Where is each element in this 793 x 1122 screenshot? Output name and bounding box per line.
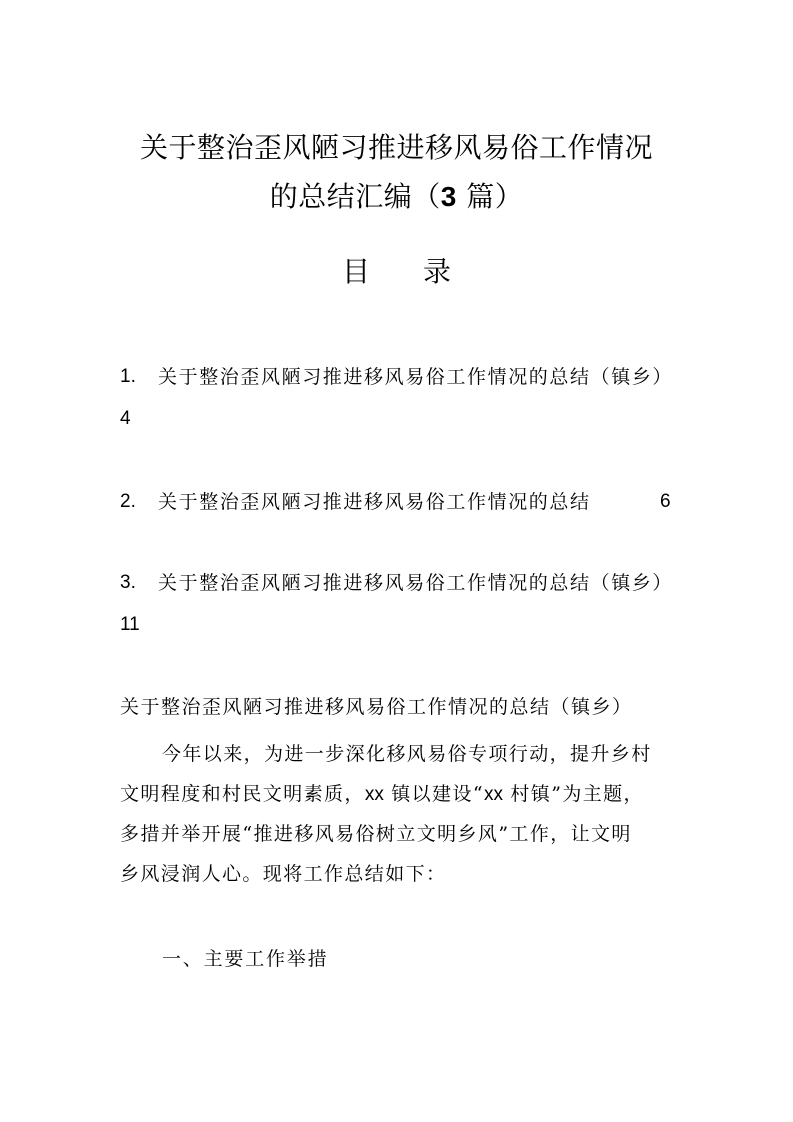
document-title-line-1: 关于整治歪风陋习推进移风易俗工作情况 <box>139 131 653 164</box>
title-prefix: 的总结汇编（ <box>269 180 441 213</box>
toc-item-text: 关于整治歪风陋习推进移风易俗工作情况的总结（镇乡） <box>158 366 674 388</box>
subheading: 一、主要工作举措 <box>162 948 329 970</box>
paragraph-text: xx <box>364 784 384 805</box>
toc-item-number: 1. <box>120 366 136 387</box>
paragraph-line: 多措并举开展“推进移风易俗树立文明乡风”工作，让文明 <box>120 823 632 845</box>
toc-item[interactable] <box>120 568 680 640</box>
toc-line <box>120 568 680 598</box>
paragraph-text: 村镇”为主题， <box>502 783 644 805</box>
toc-item-page: 11 <box>120 614 140 635</box>
toc-item-number: 3. <box>120 572 136 593</box>
paragraph-line <box>120 774 680 814</box>
document-title-line-2 <box>0 175 793 215</box>
toc-item-text: 关于整治歪风陋习推进移风易俗工作情况的总结（镇乡） <box>158 572 674 594</box>
toc-line <box>120 487 680 517</box>
title-count: 3 <box>440 181 457 212</box>
paragraph-text: 镇以建设“ <box>383 783 484 805</box>
toc-item-page: 6 <box>660 491 671 512</box>
toc-item-page: 4 <box>120 408 131 429</box>
toc-line <box>120 362 680 392</box>
body-paragraph <box>120 734 680 894</box>
paragraph-text: xx <box>483 784 503 805</box>
paragraph-line: 乡风浸润人心。现将工作总结如下： <box>120 863 447 885</box>
paragraph-line: 今年以来，为进一步深化移风易俗专项行动，提升乡村 <box>162 743 652 765</box>
toc-item-number: 2. <box>120 491 136 512</box>
toc-item-text: 关于整治歪风陋习推进移风易俗工作情况的总结 <box>158 491 591 513</box>
toc-heading: 目 录 <box>342 255 473 288</box>
paragraph-text: 文明程度和村民文明素质， <box>120 783 365 805</box>
toc-item[interactable] <box>120 487 680 517</box>
toc-item[interactable] <box>120 362 680 434</box>
title-suffix: 篇） <box>456 180 524 213</box>
section-title: 关于整治歪风陋习推进移风易俗工作情况的总结（镇乡） <box>120 696 633 718</box>
